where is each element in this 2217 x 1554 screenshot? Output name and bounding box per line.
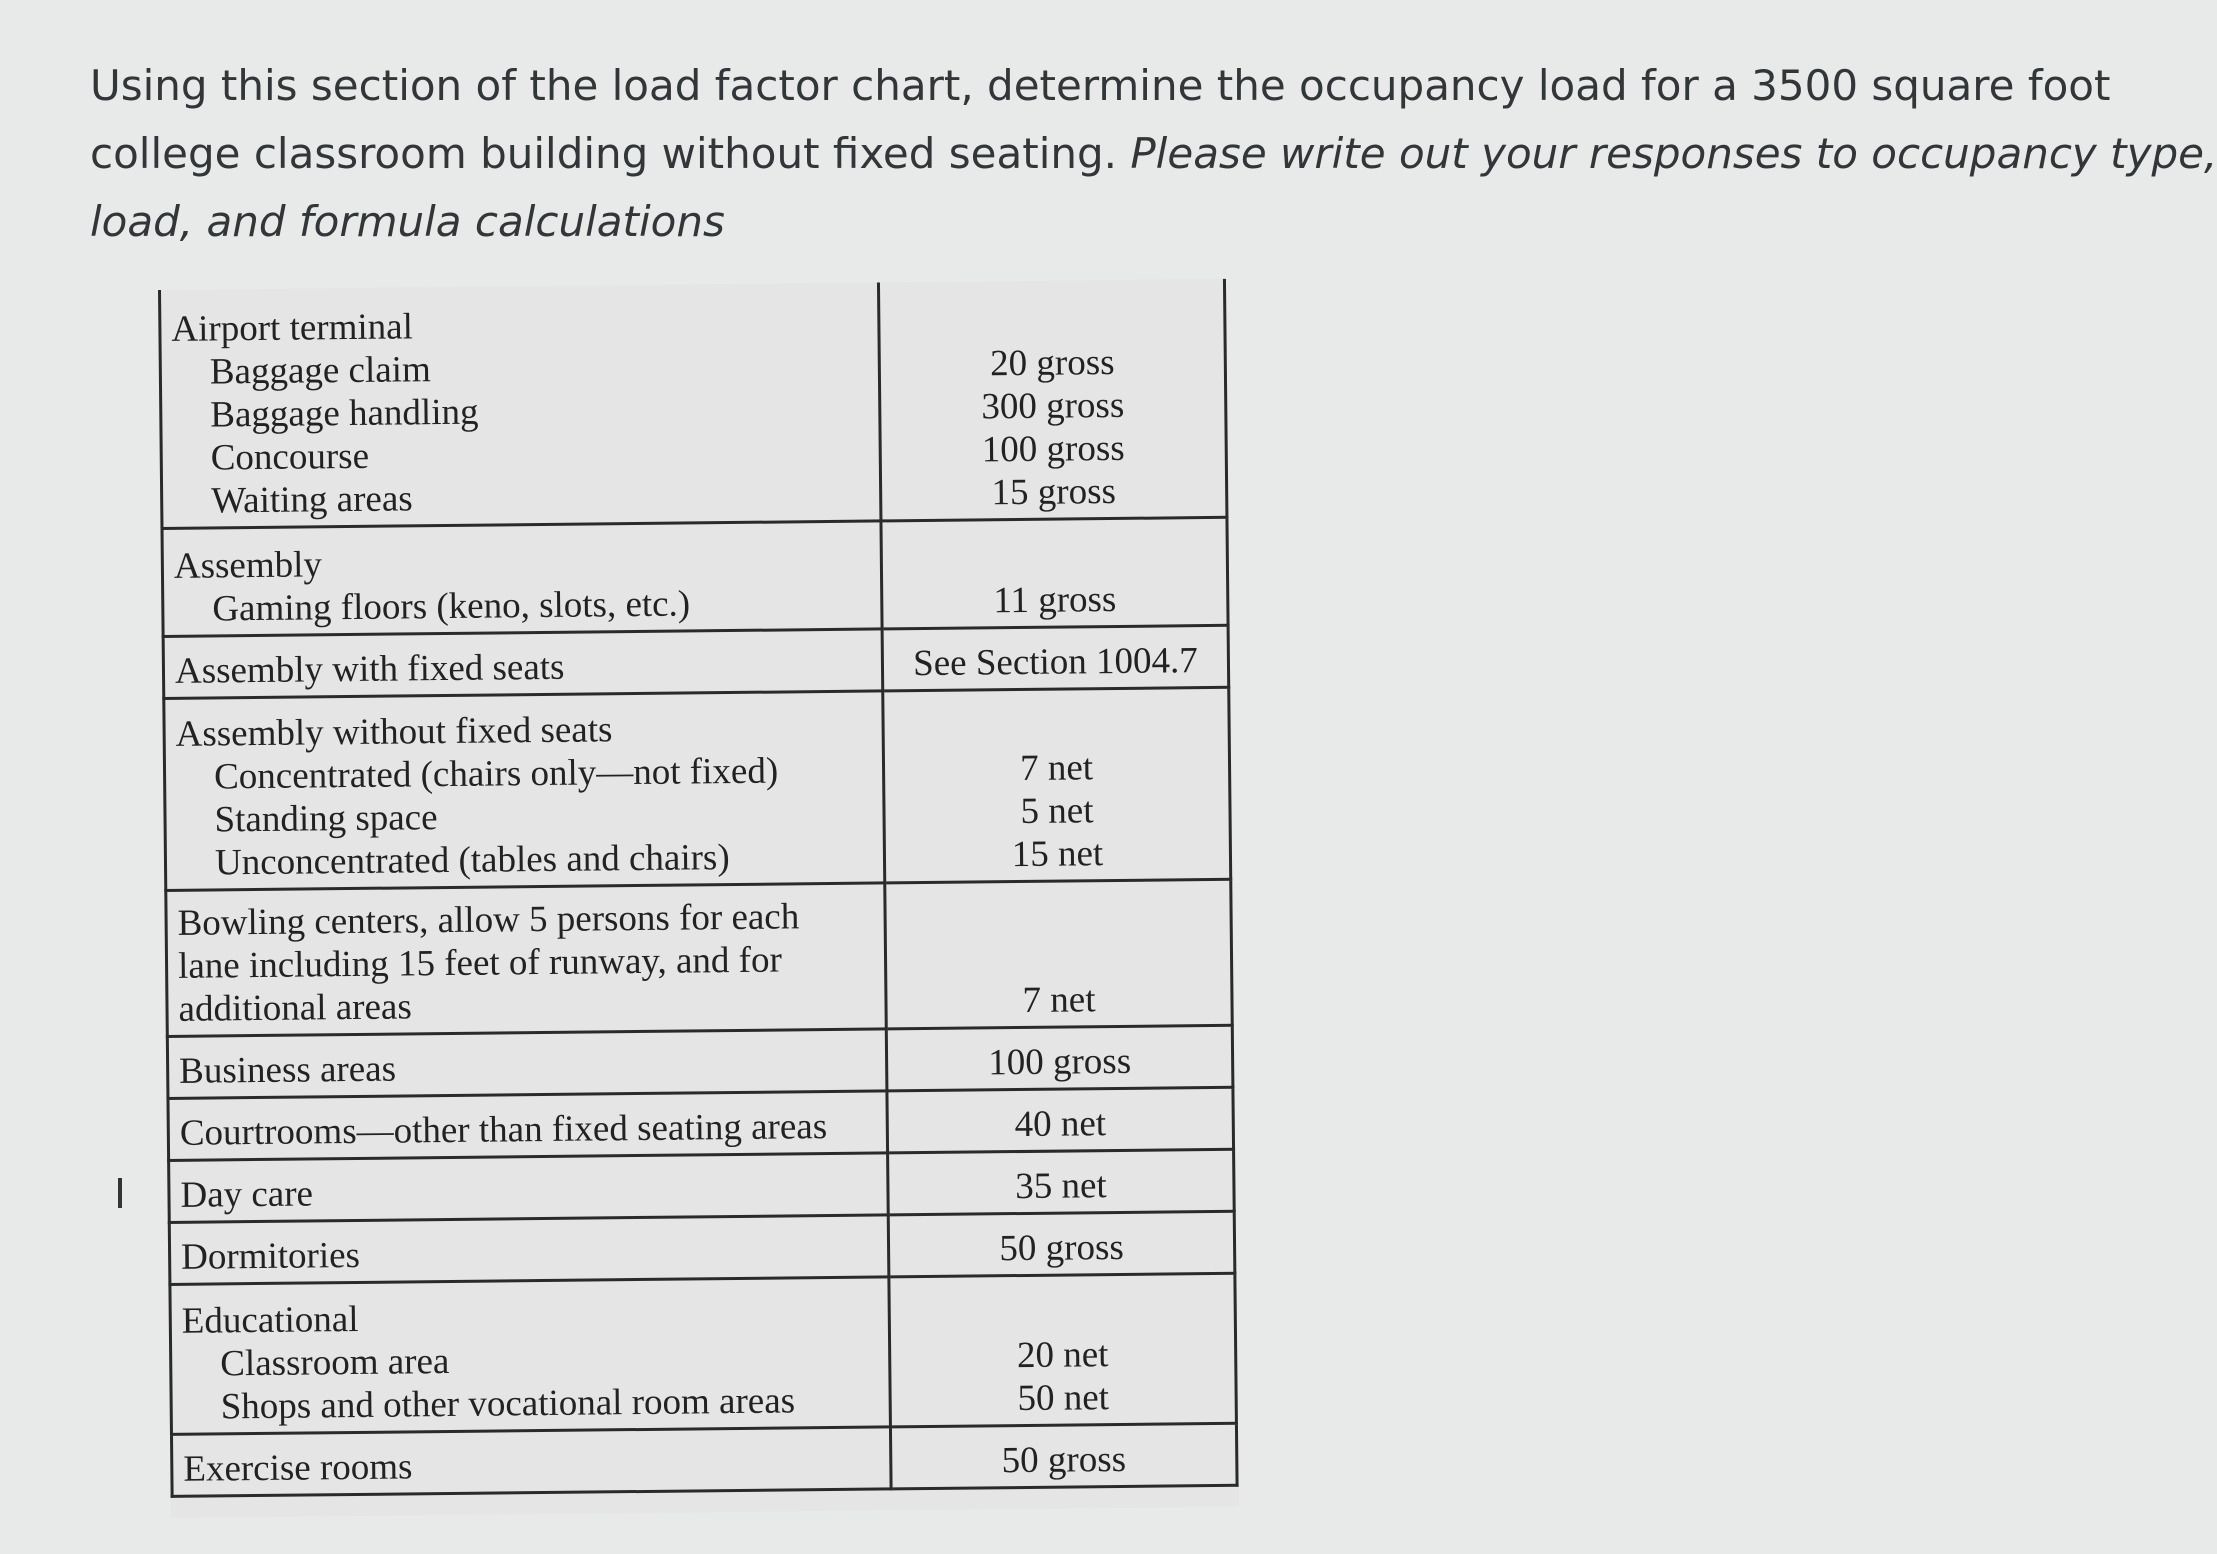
occupancy-heading: Business areas bbox=[178, 1048, 397, 1092]
occupancy-subitem: Gaming floors (keno, slots, etc.) bbox=[212, 582, 691, 629]
occupancy-heading-line: Bowling centers, allow 5 persons for each bbox=[177, 895, 800, 944]
question-line-3 bbox=[90, 188, 2050, 256]
load-factor-table bbox=[158, 279, 1239, 1498]
load-factor-value: 20 net bbox=[1016, 1333, 1109, 1376]
occupancy-heading: Assembly with fixed seats bbox=[174, 646, 565, 692]
occupancy-cell bbox=[159, 282, 881, 528]
table-row bbox=[171, 1423, 1237, 1496]
load-factor-value: 15 gross bbox=[991, 470, 1117, 513]
load-factor-value: 50 gross bbox=[999, 1226, 1125, 1269]
occupancy-subitem: Concentrated (chairs only—not fixed) bbox=[213, 750, 779, 797]
occupancy-heading: Courtrooms—other than fixed seating areas bbox=[179, 1105, 828, 1154]
question-line-2-plain: college classroom building without fixed seating. bbox=[90, 129, 1117, 178]
load-factor-value: 35 net bbox=[1015, 1164, 1107, 1207]
load-factor-value: 50 gross bbox=[1001, 1438, 1127, 1481]
occupancy-cell bbox=[167, 1028, 887, 1098]
load-factor-cell bbox=[887, 1087, 1234, 1153]
occupancy-cell bbox=[168, 1090, 888, 1160]
load-factor-value: 50 net bbox=[1017, 1376, 1110, 1419]
load-factor-value: 7 net bbox=[1022, 978, 1096, 1021]
table-row bbox=[167, 1025, 1233, 1098]
occupancy-subitem: Unconcentrated (tables and chairs) bbox=[214, 836, 730, 883]
occupancy-subitem: Shops and other vocational room areas bbox=[220, 1379, 796, 1427]
occupancy-heading: Dormitories bbox=[180, 1234, 361, 1278]
load-factor-value: 11 gross bbox=[993, 578, 1117, 621]
row-marker bbox=[118, 1178, 122, 1208]
occupancy-heading: Day care bbox=[180, 1172, 314, 1216]
occupancy-heading: Exercise rooms bbox=[183, 1445, 413, 1490]
load-factor-value: 20 gross bbox=[989, 341, 1115, 384]
question-line-2-italic: Please write out your responses to occupancy type, bbox=[1130, 129, 2217, 178]
load-factor-cell bbox=[881, 517, 1228, 629]
occupancy-subitem: Standing space bbox=[214, 796, 438, 840]
occupancy-heading: Assembly without fixed seats bbox=[175, 708, 613, 755]
load-factor-cell bbox=[885, 879, 1232, 1029]
load-factor-value: 40 net bbox=[1014, 1102, 1107, 1145]
occupancy-cell bbox=[162, 520, 882, 636]
load-factor-value: 100 gross bbox=[988, 1040, 1132, 1083]
load-factor-cell bbox=[879, 279, 1227, 521]
question-line-3-italic: load, and formula calculations bbox=[90, 197, 725, 246]
load-factor-value: 5 net bbox=[1020, 789, 1094, 832]
question-line-2 bbox=[90, 120, 2217, 188]
table-row bbox=[168, 1087, 1234, 1160]
occupancy-heading-line: lane including 15 feet of runway, and for bbox=[177, 939, 783, 987]
occupancy-subitem: Baggage handling bbox=[210, 391, 479, 435]
load-factor-value: 100 gross bbox=[981, 427, 1125, 470]
occupancy-cell bbox=[169, 1152, 889, 1222]
occupancy-heading: Airport terminal bbox=[171, 305, 414, 350]
load-factor-cell bbox=[889, 1273, 1236, 1427]
table-row bbox=[169, 1149, 1235, 1222]
load-factor-cell bbox=[882, 625, 1229, 691]
occupancy-subitem: Baggage claim bbox=[209, 348, 431, 392]
occupancy-subitem: Concourse bbox=[210, 435, 370, 478]
load-factor-value: 300 gross bbox=[981, 384, 1125, 427]
occupancy-subitem: Classroom area bbox=[220, 1340, 450, 1384]
occupancy-cell bbox=[170, 1276, 891, 1434]
table-row bbox=[166, 879, 1232, 1036]
load-factor-value: 15 net bbox=[1011, 832, 1104, 875]
load-factor-cell bbox=[886, 1025, 1233, 1091]
load-factor-cell bbox=[891, 1423, 1238, 1489]
occupancy-cell bbox=[169, 1214, 889, 1284]
table-row bbox=[164, 687, 1231, 890]
table-row bbox=[169, 1211, 1235, 1284]
table-row bbox=[159, 279, 1226, 528]
question-line-1: Using this section of the load factor chart, determine the occupancy load for a 3500 square foot bbox=[90, 61, 2111, 110]
load-factor-value: See Section 1004.7 bbox=[912, 639, 1199, 684]
load-factor-chart bbox=[158, 279, 1239, 1518]
table-row bbox=[170, 1273, 1237, 1434]
occupancy-subitem: Waiting areas bbox=[210, 477, 413, 521]
occupancy-cell bbox=[164, 690, 885, 890]
question-text bbox=[90, 52, 2217, 256]
load-factor-cell bbox=[888, 1211, 1235, 1277]
occupancy-cell bbox=[171, 1426, 891, 1496]
table-row bbox=[163, 625, 1229, 698]
occupancy-heading: Educational bbox=[181, 1298, 359, 1342]
occupancy-heading-line: additional areas bbox=[178, 985, 412, 1030]
load-factor-cell bbox=[883, 687, 1231, 883]
occupancy-cell bbox=[166, 882, 887, 1036]
load-factor-value: 7 net bbox=[1019, 746, 1094, 789]
load-factor-cell bbox=[888, 1149, 1235, 1215]
occupancy-cell bbox=[163, 628, 883, 698]
occupancy-heading: Assembly bbox=[173, 543, 323, 587]
table-row bbox=[162, 517, 1228, 636]
